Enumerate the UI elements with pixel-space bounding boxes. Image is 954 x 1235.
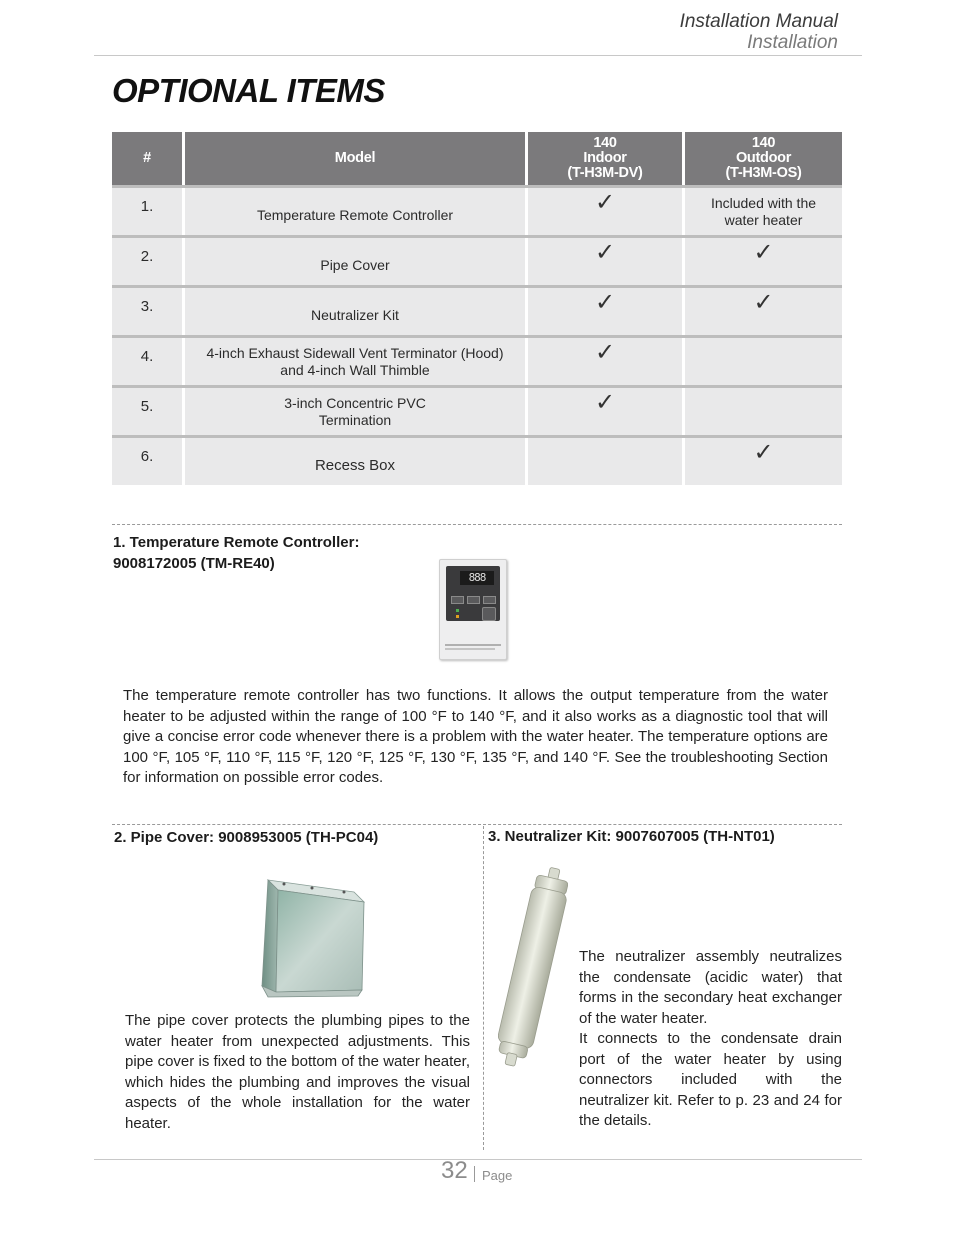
power-button-icon bbox=[482, 607, 496, 621]
table-row bbox=[112, 435, 842, 485]
table-row bbox=[112, 335, 842, 385]
remote-button bbox=[451, 596, 464, 604]
row-model: Neutralizer Kit bbox=[185, 288, 528, 335]
remote-controller-image bbox=[439, 559, 507, 660]
warning-label bbox=[445, 648, 495, 650]
row-model bbox=[185, 388, 528, 435]
remote-controller-name: 1. Temperature Remote Controller: bbox=[113, 534, 360, 551]
table-row bbox=[112, 188, 842, 235]
row-outdoor-note-line2: water heater bbox=[724, 211, 803, 228]
check-mark-icon: ✓ bbox=[685, 438, 842, 485]
row-model: Recess Box bbox=[185, 438, 528, 485]
remote-panel bbox=[446, 566, 500, 621]
check-mark-icon: ✓ bbox=[528, 388, 685, 435]
check-mark-icon: ✓ bbox=[528, 238, 685, 285]
table-row bbox=[112, 235, 842, 285]
header-outdoor bbox=[685, 132, 842, 185]
row-indoor-empty bbox=[528, 438, 685, 485]
header-num: # bbox=[112, 132, 185, 185]
manual-section: Installation bbox=[747, 32, 838, 53]
header-indoor-label: Indoor bbox=[583, 150, 627, 166]
page-label: Page bbox=[482, 1168, 513, 1183]
check-mark-icon: ✓ bbox=[685, 238, 842, 285]
footer-divider bbox=[94, 1159, 862, 1160]
check-mark-icon: ✓ bbox=[528, 188, 685, 235]
section-divider bbox=[112, 524, 842, 525]
pipe-cover-title: 2. Pipe Cover: 9008953005 (TH-PC04) bbox=[114, 829, 379, 846]
check-mark-icon: ✓ bbox=[685, 288, 842, 335]
neutralizer-description-p2: It connects to the condensate drain port of the water heater by using connectors included with the neutralizer kit. Refer to p. 23 and 24 for the details. bbox=[579, 1030, 842, 1129]
column-divider bbox=[483, 826, 484, 1150]
header-outdoor-capacity: 140 bbox=[751, 135, 776, 151]
check-mark-icon: ✓ bbox=[528, 288, 685, 335]
row-model bbox=[185, 338, 528, 385]
remote-controller-part-number: 9008172005 (TM-RE40) bbox=[113, 555, 275, 572]
row-outdoor-note bbox=[685, 188, 842, 235]
row-number: 5. bbox=[112, 388, 185, 435]
remote-controller-title bbox=[113, 532, 359, 574]
row-model: Temperature Remote Controller bbox=[185, 188, 528, 235]
page-number: 32 bbox=[441, 1157, 468, 1184]
check-mark-icon: ✓ bbox=[528, 338, 685, 385]
table-header-row bbox=[112, 132, 842, 185]
row-outdoor-empty bbox=[685, 338, 842, 385]
table-row bbox=[112, 385, 842, 435]
neutralizer-description-p1: The neutralizer assembly neutralizes the condensate (acidic water) that forms in the secondary heat exchanger of the water heater. bbox=[579, 948, 842, 1027]
row-number: 6. bbox=[112, 438, 185, 485]
row-model-line1: 4-inch Exhaust Sidewall Vent Terminator (Hood) bbox=[206, 344, 504, 361]
remote-button bbox=[483, 596, 496, 604]
neutralizer-description bbox=[579, 947, 842, 1132]
header-outdoor-label: Outdoor bbox=[735, 150, 792, 166]
remote-button bbox=[467, 596, 480, 604]
pipe-cover-description: The pipe cover protects the plumbing pipes to the water heater from unexpected adjustments. This pipe cover is fixed to the bottom of the water heater, which hides the plumbing and improves the visual aspects of the whole installation for the water heater. bbox=[125, 1012, 470, 1132]
row-model-line2: and 4-inch Wall Thimble bbox=[280, 361, 430, 378]
page-title: OPTIONAL ITEMS bbox=[112, 72, 385, 109]
manual-title: Installation Manual bbox=[679, 11, 838, 32]
header-divider bbox=[94, 55, 862, 56]
row-model: Pipe Cover bbox=[185, 238, 528, 285]
pipe-cover-image bbox=[254, 876, 366, 1000]
header-indoor-model: (T-H3M-DV) bbox=[567, 165, 643, 181]
warning-label bbox=[445, 644, 501, 646]
header-model: Model bbox=[185, 132, 528, 185]
status-led-icon bbox=[456, 609, 459, 612]
optional-items-table bbox=[112, 132, 842, 485]
row-outdoor-note-line1: Included with the bbox=[710, 194, 817, 211]
row-model-line1: 3-inch Concentric PVC bbox=[284, 394, 426, 411]
neutralizer-kit-title: 3. Neutralizer Kit: 9007607005 (TH-NT01) bbox=[488, 828, 775, 845]
row-number: 2. bbox=[112, 238, 185, 285]
row-number: 3. bbox=[112, 288, 185, 335]
header-outdoor-model: (T-H3M-OS) bbox=[725, 165, 802, 181]
page-separator bbox=[474, 1166, 475, 1182]
row-number: 1. bbox=[112, 188, 185, 235]
row-number: 4. bbox=[112, 338, 185, 385]
row-outdoor-empty bbox=[685, 388, 842, 435]
header-indoor-capacity: 140 bbox=[593, 135, 617, 151]
remote-lcd: 888 bbox=[460, 571, 494, 585]
table-row bbox=[112, 285, 842, 335]
neutralizer-image bbox=[498, 864, 568, 1074]
header-indoor bbox=[528, 132, 685, 185]
remote-controller-description: The temperature remote controller has two functions. It allows the output temperature from the water heater to be adjusted within the range of 100 °F to 140 °F, and it also works as a diagnostic tool that will give a concise error code whenever there is a problem with the water heater. The temperature options are 100 °F, 105 °F, 110 °F, 115 °F, 120 °F, 125 °F, 130 °F, 135 °F, and 140 °F. See the troubleshooting Section for information on possible error codes. bbox=[123, 687, 828, 786]
status-led-icon bbox=[456, 615, 459, 618]
row-model-line2: Termination bbox=[318, 411, 392, 428]
section-divider bbox=[112, 824, 842, 825]
